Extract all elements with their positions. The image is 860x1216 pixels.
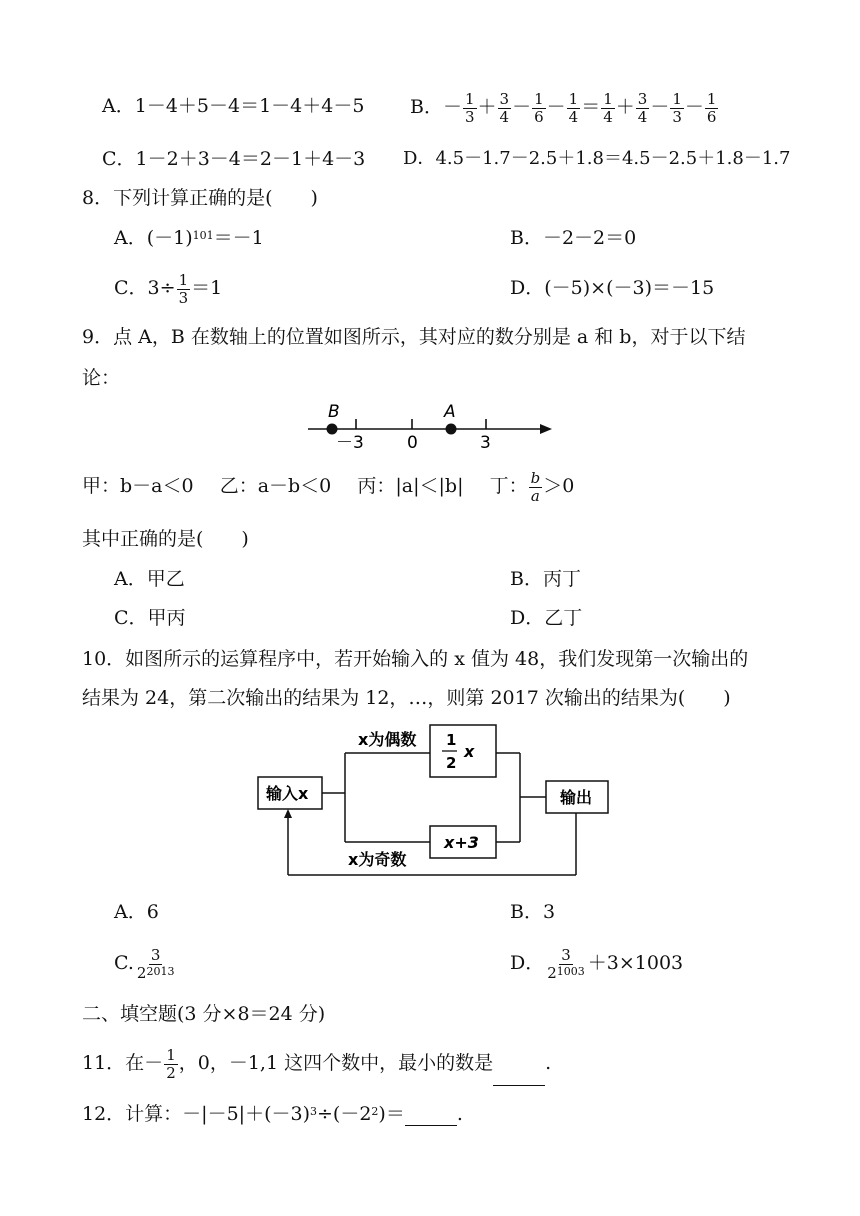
q12: 12．计算：$-|-5|+(-3)^3\div(-2^2)=$ . (82, 1103, 463, 1125)
q9-ask: 其中正确的是( ) (82, 528, 249, 550)
flowchart-figure (250, 720, 620, 882)
statement-yi: 乙：a－b＜0 (219, 475, 332, 497)
half-variable: x (464, 742, 475, 761)
feedback-arrow-icon (284, 809, 292, 818)
q7-option-d: D．4.5－1.7－2.5＋1.8＝4.5－2.5＋1.8－1.7 (403, 148, 791, 169)
q9-option-b: B．丙丁 (510, 568, 581, 590)
q10-stem-line2: 结果为 24，第二次输出的结果为 12，…，则第 2017 次输出的结果为( ) (82, 687, 731, 709)
q10-stem-line1: 10．如图所示的运算程序中，若开始输入的 x 值为 48，我们发现第一次输出的 (82, 648, 749, 670)
half-denominator: 2 (446, 754, 457, 772)
statement-jia: 甲：b－a＜0 (82, 475, 194, 497)
q9-option-c: C．甲丙 (114, 607, 186, 629)
odd-condition-label: x为奇数 (348, 850, 407, 869)
section-heading: 二、填空题(3 分×8＝24 分) (82, 1003, 326, 1025)
statement-bing: 丙：|a|＜|b| (357, 475, 464, 497)
q9-option-d: D．乙丁 (510, 607, 583, 629)
q8-option-d: D．(－5)×(－3)＝－15 (510, 277, 715, 299)
point-a-label: A (444, 402, 456, 422)
q10-option-d: D． $\frac{3}{2^{1003}}$ ＋3×1003 (510, 945, 684, 982)
number-line-figure (300, 398, 560, 456)
q9-statements (82, 464, 574, 508)
plus-three-label: x+3 (444, 833, 479, 852)
half-x-box (430, 725, 496, 777)
point-a-dot (446, 424, 457, 435)
q8-option-b: B．－2－2＝0 (510, 227, 637, 249)
q10-option-a: A．6 (114, 901, 159, 923)
q8-option-c: C．3÷ $\frac{1}{3}$ ＝1 (114, 270, 223, 307)
input-label: 输入x (266, 784, 309, 803)
statement-ding: 丁： $\frac{b}{a}$ ＞0 (489, 468, 575, 505)
q7-option-c: C．1－2＋3－4＝2－1＋4－3 (102, 148, 366, 170)
q8-option-a: A．$(-1)^{101}=-1$ (114, 227, 264, 249)
point-b-label: B (328, 402, 340, 422)
q11: 11．在－ $\frac{1}{2}$ ，0，－1,1 这四个数中，最小的数是 . (82, 1040, 551, 1086)
tick-label-neg3: －3 (336, 433, 364, 453)
answer-blank[interactable] (493, 1067, 545, 1086)
answer-blank[interactable] (405, 1107, 457, 1126)
tick-label-0: 0 (407, 433, 418, 453)
q9-option-a: A．甲乙 (114, 568, 185, 590)
output-label: 输出 (560, 788, 593, 807)
q8-stem: 8．下列计算正确的是( ) (82, 187, 318, 209)
even-condition-label: x为偶数 (358, 730, 417, 749)
q10-option-b: B．3 (510, 901, 556, 923)
tick-label-3: 3 (480, 433, 491, 453)
q9-stem-line1: 9．点 A，B 在数轴上的位置如图所示，其对应的数分别是 a 和 b，对于以下结 (82, 326, 746, 348)
arrow-head-icon (540, 424, 552, 434)
q7-option-b: B．－ $\frac{1}{3}$ ＋ $\frac{3}{4}$ － $\frac{1}{6}$ － $\frac{1}{4}$ ＝ $\frac{1}{4}$ ＋ $\frac{3}{4}$ － $\frac{1}{3}$ － $\frac{1}{6}$ (410, 89, 717, 126)
q9-stem-line2: 论： (82, 367, 121, 389)
half-numerator: 1 (446, 731, 457, 749)
q10-option-c: C. $\frac{3}{2^{2013}}$ (114, 945, 175, 982)
q7-option-a: A．1－4＋5－4＝1－4＋4－5 (102, 95, 365, 117)
